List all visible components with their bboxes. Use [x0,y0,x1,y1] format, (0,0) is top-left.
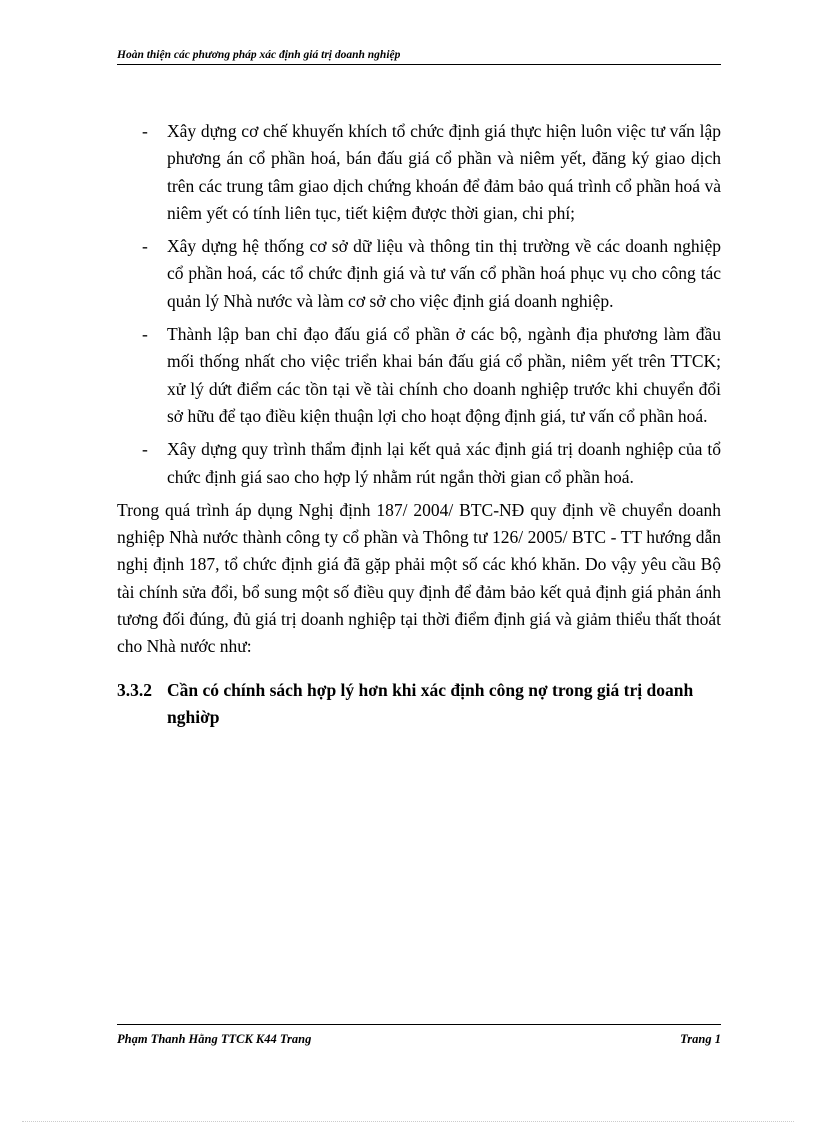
body-paragraph: Trong quá trình áp dụng Nghị định 187/ 2004/ BTC-NĐ quy định về chuyển doanh nghiệp Nhà nước thành công ty cổ phần và Thông tư 126/ 2005/ BTC - TT hướng dẫn nghị định 187, tổ chức định giá đã gặp phải một số các khó khăn. Do vậy yêu cầu Bộ tài chính sửa đổi, bổ sung một số điều quy định để đảm bảo kết quả định giá phản ánh tương đối đúng, đủ giá trị doanh nghiệp tại thời điểm định giá và giảm thiểu thất thoát cho Nhà nước như: [117,499,721,657]
bullet-marker: - [142,324,148,345]
page-header [117,49,721,65]
page-footer [117,1024,721,1047]
bullet-text: Thành lập ban chỉ đạo đấu giá cổ phần ở các bộ, ngành địa phương làm đầu mối thống nhất cho việc triển khai bán đấu giá cổ phần, niêm yết trên TTCK; xử lý dứt điểm các tồn tại về tài chính cho doanh nghiệp trước khi chuyển đổi sở hữu để tạo điều kiện thuận lợi cho hoạt động định giá, tư vấn cổ phần hoá. [167,324,721,426]
bullet-item [117,118,721,227]
bullet-marker: - [142,439,148,460]
section-title: Cần có chính sách hợp lý hơn khi xác định công nợ trong giá trị doanh nghiờp [167,679,694,727]
header-title: Hoàn thiện các phương pháp xác định giá trị doanh nghiệp [117,49,401,61]
bullet-item [117,233,721,315]
footer-page-number: Trang 1 [680,1032,721,1046]
page-edge-divider [22,1121,794,1122]
page-content [117,118,721,731]
footer-author: Phạm Thanh Hằng TTCK K44 Trang [117,1032,312,1046]
bullet-text: Xây dựng cơ chế khuyến khích tổ chức định giá thực hiện luôn việc tư vấn lập phương án cổ phần hoá, bán đấu giá cổ phần và niêm yết, đăng ký giao dịch trên các trung tâm giao dịch chứng khoán để đảm bảo quá trình cổ phần hoá và niêm yết có tính liên tục, tiết kiệm được thời gian, chi phí; [167,121,721,223]
bullet-text: Xây dựng quy trình thẩm định lại kết quả xác định giá trị doanh nghiệp của tổ chức định giá sao cho hợp lý nhằm rút ngắn thời gian cổ phần hoá. [167,439,721,487]
section-heading [117,677,721,732]
bullet-item [117,321,721,430]
bullet-marker: - [142,121,148,141]
bullet-item [117,436,721,491]
bullet-text: Xây dựng hệ thống cơ sở dữ liệu và thông tin thị trường về các doanh nghiệp cổ phần hoá, các tổ chức định giá và tư vấn cổ phần hoá phục vụ cho công tác quản lý Nhà nước và làm cơ sở cho việc định giá doanh nghiệp. [167,236,721,311]
section-number: 3.3.2 [117,679,152,700]
bullet-marker: - [142,236,148,257]
